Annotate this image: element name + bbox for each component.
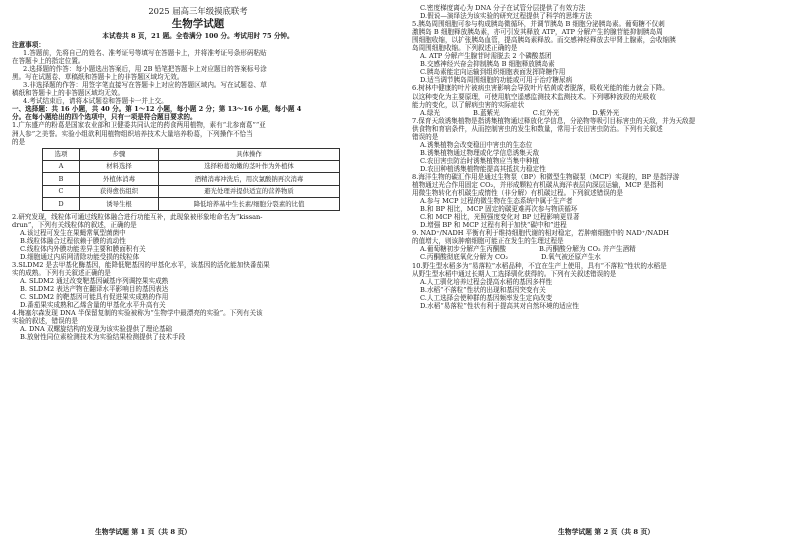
page-footer-right: 生物学试题 第 2 页（共 8 页） [558, 528, 655, 536]
question-line: 1.广东盛产的粉葛是国家农业部和卫健委共同认定的药食两用植物，素有“北参南葛”“亚 [12, 121, 266, 130]
question-line: 9. NAD⁺/NADH 平衡有利于维持细胞代谢的相对稳定，若肿瘤细胞中的 NAD⁺/NADH [412, 229, 670, 238]
option-line: B.水稻“不落粒”性状的出现和基因突变有关 [420, 285, 546, 294]
page-2-column [412, 4, 784, 310]
option-line: A.参与 MCP 过程的微生物在生态系统中属于生产者 [420, 197, 573, 206]
exam-title: 2025 届高三年级摸底联考 [148, 6, 248, 16]
table-header: 具体操作 [159, 148, 340, 160]
option-line: A.该过程可发生在果蝇常氧型菌菌中 [20, 228, 126, 237]
table-cell: 降低培养基中生长素/细胞分裂素的比值 [159, 198, 340, 211]
question-line: 以这种变化为主要原理，可使用航空遥感监测技术监测技术。下列哪种波段的光吸收 [412, 92, 656, 101]
option-line: D.适当调节胰岛周围细胞的功能或可用于治疗糖尿病 [420, 76, 573, 85]
question-line: 供食物和育宿条件，从而控制害虫的发生和数量，常用于农田害虫防治。下列有关叙述 [412, 124, 663, 133]
table-cell: 材料选择 [80, 160, 159, 173]
option-line: C.人工选择会使种群的基因频率发生定向改变 [420, 293, 553, 302]
question-2 [12, 213, 384, 261]
question-line: 激胰岛 B 细胞释放胰岛素，亦可引发其释放 ATP，ATP 分解产生的腺苷能抑制胰岛周 [412, 28, 663, 37]
table-cell: B [43, 173, 80, 186]
option-line: A. SLDM2 通过改变靶基因碱基序列调控果实成熟 [20, 276, 169, 285]
question-7 [412, 117, 784, 173]
question-line: 错误的是 [412, 132, 439, 141]
question-line: 洲人参”之美誉。实验小组欲利用植物组织培养技术大量培养粉葛，下列操作不恰当 [12, 129, 253, 138]
table-header-row [43, 148, 340, 160]
option-line: D.番茄果实成熟和乙烯含量的甲基化水平升高有关 [20, 301, 166, 310]
section-heading: 一、选择题：共 16 小题，共 40 分。第 1～12 小题，每小题 2 分；第 13～16 小题，每小题 4 [12, 105, 302, 114]
option-line: C.和 MCP 相比，光照强度变化对 BP 过程影响更显著 [420, 213, 580, 222]
question-4 [12, 309, 384, 341]
section-heading: 分。在每小题给出的四个选项中，只有一项是符合题目要求的。 [12, 113, 197, 122]
notice-line: 在答题卡上的指定位置。 [12, 57, 85, 66]
option-line: C.农田害虫防治时诱集植物应当集中种植 [420, 156, 539, 165]
option-line: A.绿光 B.蓝紫光 C.红外光 D.紫外光 [420, 108, 620, 117]
question-4-continued [412, 4, 784, 20]
table-cell: 选择粉葛幼嫩的茎叶作为外植体 [159, 160, 340, 173]
option-line: D.水稻“易落粒”性状有利于提高其对自然环境的适应性 [420, 301, 579, 310]
option-line: B. SLDM2 表达产物在翻译水平影响目的基因表达 [20, 285, 169, 294]
option-line: A.诱集植物会改变稳田中害虫的生态位 [420, 140, 533, 149]
option-line: A.葡萄糖初步分解产生丙酮酸 B.丙酮酸分解为 CO₂ 并产生酒精 [420, 245, 636, 254]
question-line: 植物通过光合作用固定 CO₂，并形成颗粒有机碳从海洋表层向深层运输，MCP 是指利 [412, 181, 664, 190]
question-line: 的是 [12, 137, 26, 146]
option-line: C.密度梯度离心为 DNA 分子在试管分层提供了有效方法 [420, 4, 586, 12]
question-line: 3.SLDM2 是去甲基化酶基因，能降低靶基因的甲基化水平，该基因的活化能加快番茄果 [12, 260, 270, 269]
page-footer-left: 生物学试题 第 1 页（共 8 页） [95, 528, 192, 536]
table-cell: A [43, 160, 80, 173]
question-line: 的值增大，则该肿瘤细胞可能正在发生的生理过程是 [412, 237, 564, 246]
table-cell: 酒精消毒冲洗后，用次氯酸钠再次消毒 [159, 173, 340, 186]
page-1-column [12, 4, 384, 341]
notices [12, 49, 384, 105]
question-8 [412, 173, 784, 229]
question-line: 用微生物转化有机碳生成惰性（非分解）有机碳过程。下列叙述错误的是 [412, 189, 623, 198]
question-line: 围细胞收缩，以扩张胰岛血管，提高胰岛素释放。而交感神经释放去甲肾上腺素，会收缩胰 [412, 36, 676, 45]
option-line: D.增强 BP 和 MCP 过程有利于加快“碳中和”进程 [420, 221, 567, 230]
question-5 [412, 20, 784, 84]
table-cell: D [43, 198, 80, 211]
question-line: 8.海洋生物的碳汇作用是通过生物泵（BP）和微型生物碳泵（MCP）实现的，BP 是指浮游 [412, 172, 680, 181]
subject-title: 生物学试题 [171, 18, 225, 30]
table-row [43, 198, 340, 211]
question-1 [12, 121, 384, 210]
question-line: 岛周围细胞收缩。下列叙述正确的是 [412, 44, 518, 53]
question-line: 7.保育天敌诱集植物是指诱集植物通过释放化学信息，分泌物等吸引目标害虫的天敌，并为天敌提 [412, 116, 696, 125]
option-line: C. SLDM2 的靶基因可能具有促进果实成熟的作用 [20, 293, 169, 302]
option-line: B.线粒体融合过程依赖于膜的流动性 [20, 236, 126, 245]
table-row [43, 160, 340, 173]
question-line: 6.树林中健康的叶片被病虫害影响会导致叶片枯黄或者脱落，吸收光能的能力就会下降。 [412, 84, 669, 93]
q1-table [42, 148, 340, 211]
option-line: A. ATP 分解产生腺苷时需脱去 2 个磷酸基团 [420, 52, 552, 61]
option-line: C.胰岛素能定向运输到组织细胞表面发挥降糖作用 [420, 68, 566, 77]
option-line: A. DNA 双螺旋结构的发现为该实验提供了理论基础 [20, 325, 173, 334]
table-header: 步骤 [80, 148, 159, 160]
question-line: 2.研究发现，线粒体可通过线粒体融合进行功能互补，此现象被形象地命名为“kissan- [12, 212, 263, 221]
question-line: 5.胰岛周围细胞可参与构成胰岛微循环，并调节胰岛 B 细胞分泌胰岛素。葡萄糖不仅刺 [412, 20, 665, 29]
table-cell: 外植体消毒 [80, 173, 159, 186]
question-6 [412, 84, 784, 116]
option-line: D.假说—演绎法为该实验的研究过程提供了科学的思维方法 [420, 12, 592, 21]
question-line: 10.野生型水稻多为“易落粒”水稻品种，不宜在生产上使用，具有“不落粒”性状的水稻是 [412, 261, 667, 270]
question-line: 实验的叙述，错误的是 [12, 317, 78, 326]
option-line: C.线粒体内外膜功能差异主要和膜面积有关 [20, 244, 146, 253]
option-line: D.细胞通过内质网清除功能受损的线粒体 [20, 252, 140, 261]
table-row [43, 185, 340, 198]
option-line: D.农田种植诱集植物能提高其抵抗力稳定性 [420, 164, 546, 173]
notice-heading: 注意事项： [12, 41, 45, 49]
option-line: A.人工驯化培养过程会提高水稻的基因多样性 [420, 277, 553, 286]
table-cell: C [43, 185, 80, 198]
exam-info: 本试卷共 8 页，21 题。全卷满分 100 分。考试用时 75 分钟。 [102, 32, 294, 40]
notice-line: 1.答题前，先将自己的姓名、准考证号等填写在答题卡上，并将准考证号条形码粘贴 [23, 49, 267, 58]
option-line: B.放射性同位素检测技术为实验结果检测提供了技术手段 [20, 333, 186, 342]
table-header: 选项 [43, 148, 80, 160]
question-line: drun”，下列有关线粒体的叙述，正确的是 [12, 220, 137, 229]
question-9 [412, 229, 784, 261]
notice-line: 3.非选择题的作答：用签字笔直接写在答题卡上对应的答题区域内。写在试题卷、草 [23, 81, 267, 90]
notice-line: 稿纸和答题卡上的非答题区域均无效。 [12, 89, 125, 98]
question-3 [12, 261, 384, 309]
option-line: B.和 BP 相比，MCP 固定的碳更难再次参与物质循环 [420, 205, 578, 214]
table-cell: 获得愈伤组织 [80, 185, 159, 198]
table-cell: 诱导生根 [80, 198, 159, 211]
option-line: B.诱集植物通过物理或化学信息诱集天敌 [420, 148, 540, 157]
question-line: 实的成熟。下列有关叙述正确的是 [12, 268, 111, 277]
notice-line: 2.选择题的作答：每小题选出答案后，用 2B 铅笔把答题卡上对应题目的答案标号涂 [23, 65, 267, 74]
table-cell: 避光处理并提供适宜的营养物质 [159, 185, 340, 198]
option-line: B.交感神经兴奋会抑制胰岛 B 细胞释放胰岛素 [420, 60, 555, 69]
table-row [43, 173, 340, 186]
question-line: 4.梅塞尔森发现 DNA 半保留复制的实验被称为“生物学中最漂亮的实验”。下列有关该 [12, 309, 263, 318]
notice-line: 4.考试结束后，请将本试题卷和答题卡一并上交。 [23, 97, 168, 106]
question-line: 能力的变化，以了解病虫害的实际症状 [412, 100, 525, 109]
question-10 [412, 262, 784, 310]
question-line: 从野生型水稻中通过长期人工选择驯化获得的。下列有关叙述错误的是 [412, 269, 617, 278]
notice-line: 黑。写在试题卷、草稿纸和答题卡上的非答题区域均无效。 [12, 73, 184, 82]
option-line: C.丙酮酸彻底氧化分解为 CO₂ D.氧气被还原产生水 [420, 253, 601, 262]
